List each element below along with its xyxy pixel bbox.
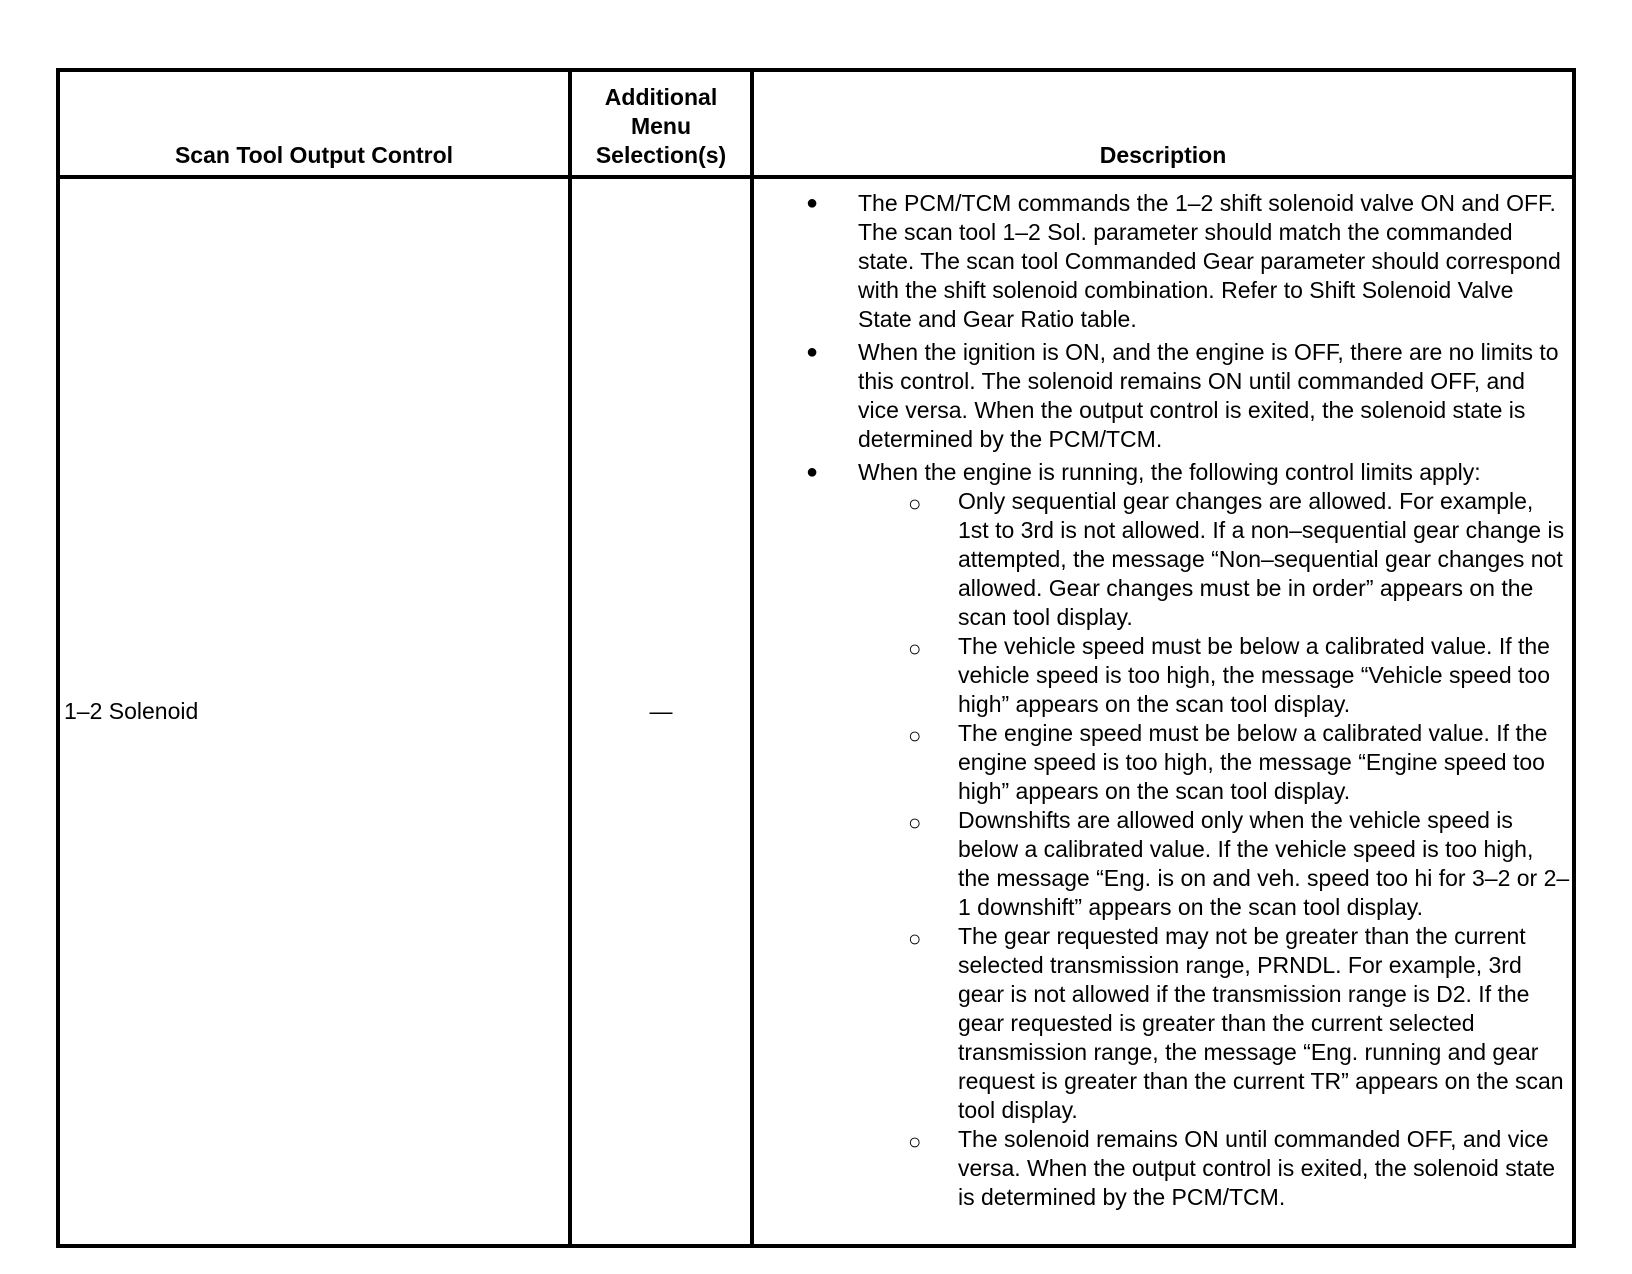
bullet-item (754, 458, 1570, 1212)
sub-bullet-item (754, 806, 1570, 922)
sub-bullet-text: The engine speed must be below a calibrated value. If the engine speed is too high, the message “Engine speed too high” appears on the scan tool display. (958, 720, 1548, 804)
menu-selection-cell: — (570, 177, 752, 1246)
bullet-dot-icon: ● (806, 341, 819, 363)
bullet-text: The PCM/TCM commands the 1–2 shift solenoid valve ON and OFF. The scan tool 1–2 Sol. parameter should match the commanded state. The scan tool Commanded Gear parameter should correspond with the shift solenoid combination. Refer to Shift Solenoid Valve State and Gear Ratio table. (858, 190, 1561, 332)
output-control-table (56, 68, 1576, 1248)
bullet-dot-icon: ● (806, 192, 819, 214)
header-additional-menu-selections: Additional Menu Selection(s) (570, 70, 752, 177)
control-name-cell: 1–2 Solenoid (58, 177, 570, 1246)
circle-bullet-icon: ○ (908, 491, 922, 516)
bullet-dot-icon: ● (806, 461, 819, 483)
sub-bullet-text: Downshifts are allowed only when the vehicle speed is below a calibrated value. If the vehicle speed is too high, the message “Eng. is on and veh. speed too hi for 3–2 or 2–1 downshift” appears on the scan tool display. (958, 807, 1570, 920)
sub-bullet-text: The solenoid remains ON until commanded OFF, and vice versa. When the output control is exited, the solenoid state is determined by the PCM/TCM. (958, 1126, 1556, 1210)
header-scan-tool-output-control: Scan Tool Output Control (58, 70, 570, 177)
header-description: Description (752, 70, 1574, 177)
sub-bullet-text: Only sequential gear changes are allowed. For example, 1st to 3rd is not allowed. If a non–sequential gear change is attempted, the message “Non–sequential gear changes not allowed. Gear changes must be in order” appears on the scan tool display. (958, 488, 1565, 630)
circle-bullet-icon: ○ (908, 1129, 922, 1154)
description-bullet-list (754, 189, 1570, 1212)
bullet-item (754, 189, 1570, 334)
sub-bullet-list (858, 487, 1570, 1212)
bullet-item (754, 338, 1570, 454)
bullet-text: When the engine is running, the following control limits apply: (858, 459, 1481, 485)
sub-bullet-text: The gear requested may not be greater than the current selected transmission range, PRNDL. For example, 3rd gear is not allowed if the transmission range is D2. If the gear requested is greater than the current selected transmission range, the message “Eng. running and gear request is greater than the current TR” appears on the scan tool display. (958, 923, 1564, 1123)
circle-bullet-icon: ○ (908, 926, 922, 951)
description-cell (752, 177, 1574, 1246)
bullet-text: When the ignition is ON, and the engine is OFF, there are no limits to this control. The solenoid remains ON until commanded OFF, and vice versa. When the output control is exited, the solenoid state is determined by the PCM/TCM. (858, 339, 1559, 452)
circle-bullet-icon: ○ (908, 723, 922, 748)
sub-bullet-item (754, 1125, 1570, 1212)
sub-bullet-item (754, 487, 1570, 632)
sub-bullet-item (754, 719, 1570, 806)
header-row (58, 70, 1574, 177)
circle-bullet-icon: ○ (908, 810, 922, 835)
circle-bullet-icon: ○ (908, 636, 922, 661)
table-row (58, 177, 1574, 1246)
sub-bullet-item (754, 632, 1570, 719)
sub-bullet-item (754, 922, 1570, 1125)
sub-bullet-text: The vehicle speed must be below a calibrated value. If the vehicle speed is too high, the message “Vehicle speed too high” appears on the scan tool display. (958, 633, 1550, 717)
